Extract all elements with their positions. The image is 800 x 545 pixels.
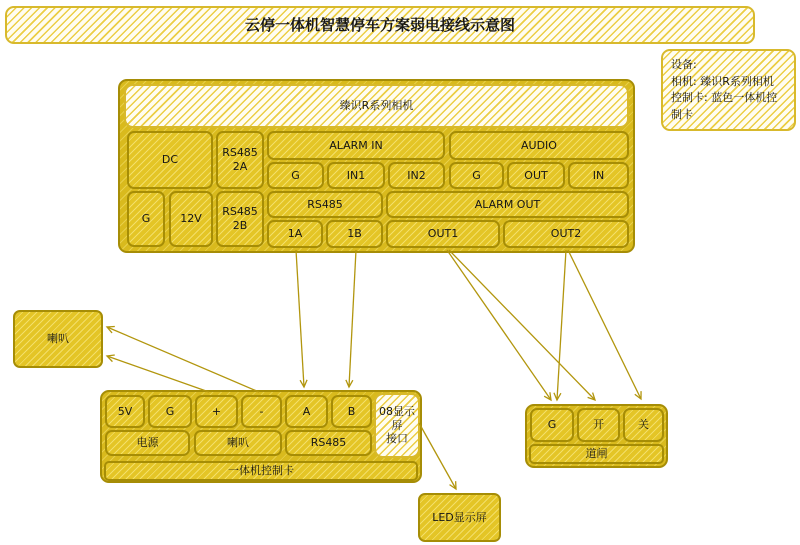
camera-alarm-out-header: ALARM OUT xyxy=(386,191,629,218)
controller-pin-g: G xyxy=(148,395,192,428)
display-port-line2: 接口 xyxy=(386,432,408,446)
controller-pin-5v: 5V xyxy=(105,395,145,428)
camera-pin-g-dc: G xyxy=(127,191,165,247)
camera-pin-12v: 12V xyxy=(169,191,213,247)
controller-pin-b: B xyxy=(331,395,372,428)
connector-1a-to-a xyxy=(296,250,304,387)
legend-line-devices: 设备: xyxy=(671,58,697,71)
camera-pin-rs485-2a: RS485 2A xyxy=(216,131,264,189)
camera-pin-out1: OUT1 xyxy=(386,220,500,248)
camera-pin-audio-in: IN xyxy=(568,162,629,189)
camera-alarm-in-header: ALARM IN xyxy=(267,131,445,160)
led-display-box: LED显示屏 xyxy=(418,493,501,542)
camera-audio-header: AUDIO xyxy=(449,131,629,160)
gate-pin-open: 开 xyxy=(577,408,620,442)
controller-pin-a: A xyxy=(285,395,328,428)
camera-pin-1b: 1B xyxy=(326,220,383,248)
camera-pin-audio-out: OUT xyxy=(507,162,565,189)
legend-line-camera: 相机: 臻识R系列相机 xyxy=(671,74,774,88)
connector-plus-to-speaker xyxy=(107,356,209,392)
camera-pin-rs485-2b: RS485 2B xyxy=(216,191,264,247)
connector-1b-to-b xyxy=(349,250,356,387)
camera-pin-in2: IN2 xyxy=(388,162,445,189)
camera-rs485-header: RS485 xyxy=(267,191,383,218)
camera-pin-audio-g: G xyxy=(449,162,504,189)
gate-name-bar: 道闸 xyxy=(529,444,664,464)
camera-pin-out2: OUT2 xyxy=(503,220,629,248)
connector-out1-to-gate-open xyxy=(449,250,595,400)
camera-header: 臻识R系列相机 xyxy=(124,84,629,128)
gate-pin-g: G xyxy=(530,408,574,442)
diagram-title: 云停一体机智慧停车方案弱电接线示意图 xyxy=(5,6,755,44)
camera-pin-in1: IN1 xyxy=(327,162,385,189)
legend-box xyxy=(661,49,796,131)
connector-out1-to-gate-g xyxy=(447,250,551,400)
controller-pin-plus: + xyxy=(195,395,238,428)
connector-out2-to-gate-g xyxy=(557,250,566,400)
display-port-box xyxy=(374,393,420,458)
controller-pin-minus: - xyxy=(241,395,282,428)
connector-out2-to-gate-close xyxy=(568,250,641,399)
connector-port-to-led xyxy=(419,423,456,489)
gate-pin-close: 关 xyxy=(623,408,664,442)
controller-name-bar: 一体机控制卡 xyxy=(104,461,418,481)
legend-line-controller: 控制卡: 蓝色一体机控制卡 xyxy=(671,91,778,121)
controller-section-power: 电源 xyxy=(105,430,190,456)
connector-minus-to-speaker xyxy=(107,327,259,392)
speaker-box: 喇叭 xyxy=(13,310,103,368)
controller-section-speaker: 喇叭 xyxy=(194,430,282,456)
camera-pin-1a: 1A xyxy=(267,220,323,248)
camera-pin-dc: DC xyxy=(127,131,213,189)
camera-pin-alarm-in-g: G xyxy=(267,162,324,189)
display-port-line1: 08显示屏 xyxy=(379,404,415,432)
controller-section-rs485: RS485 xyxy=(285,430,372,456)
